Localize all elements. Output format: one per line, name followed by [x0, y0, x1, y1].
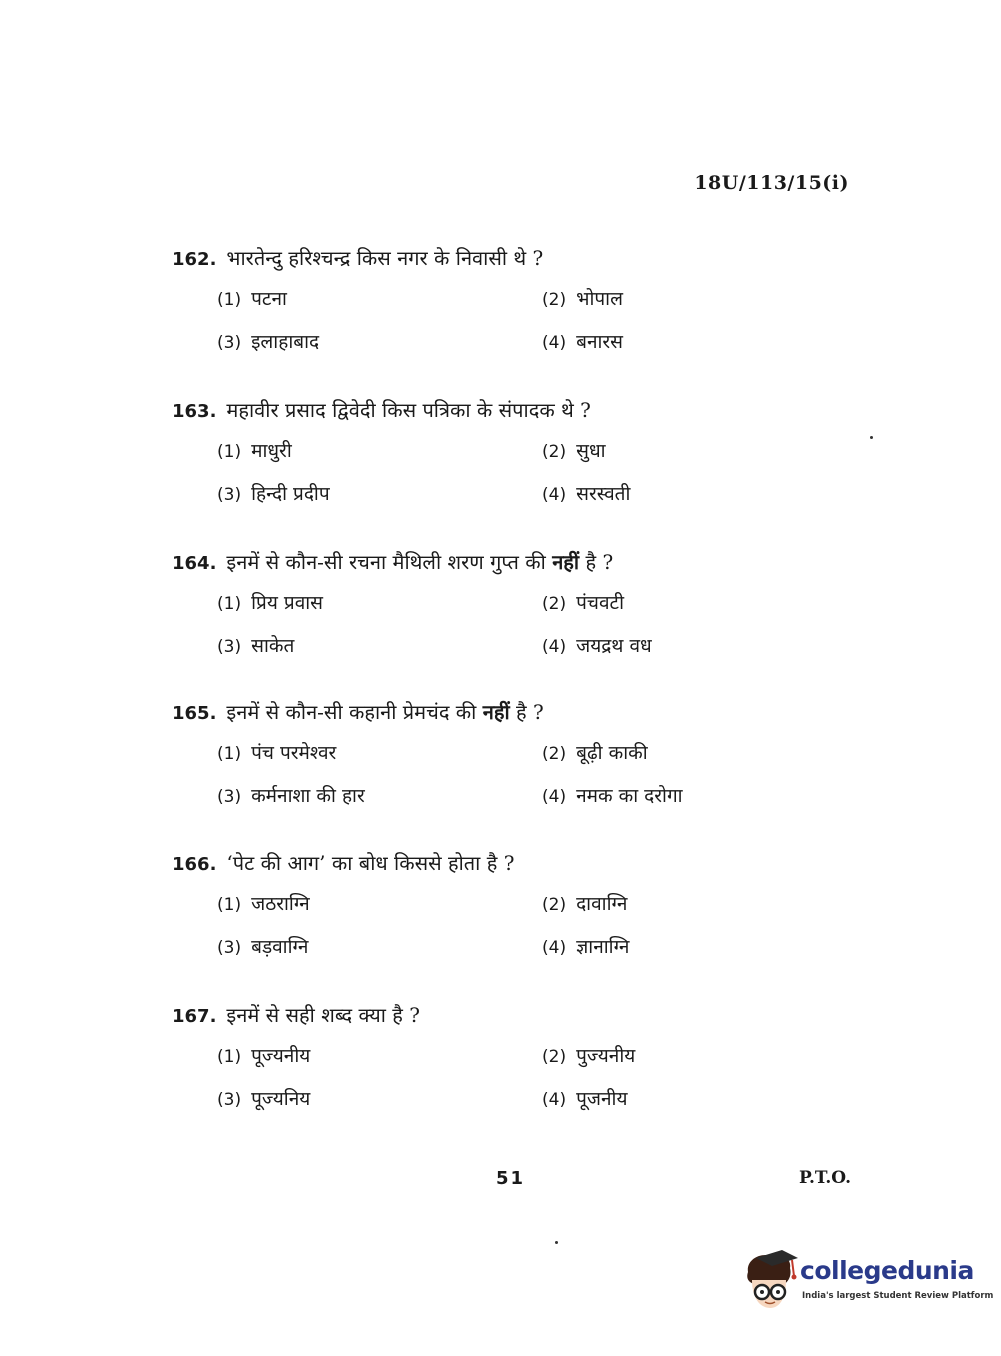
scan-speck: [870, 436, 873, 439]
option-1: [217, 1042, 542, 1071]
option-2: [542, 739, 792, 768]
question-stem: [172, 848, 792, 878]
option-text: ज्ञानाग्नि: [576, 936, 630, 958]
option-number: (3): [217, 1090, 242, 1110]
question-number: 167.: [172, 1006, 217, 1027]
option-text: पूज्यनीय: [251, 1045, 311, 1067]
question-text: ‘पेट की आग’ का बोध किससे होता है ?: [226, 851, 515, 875]
option-text: पटना: [251, 288, 287, 310]
option-1: [217, 285, 542, 314]
option-number: (2): [542, 594, 567, 614]
question-stem: [172, 1000, 792, 1030]
option-4: [542, 1085, 792, 1114]
question-text: इनमें से सही शब्द क्या है ?: [226, 1003, 420, 1027]
option-number: (2): [542, 895, 567, 915]
option-number: (1): [217, 290, 242, 310]
option-number: (4): [542, 787, 567, 807]
option-3: [217, 1085, 542, 1114]
question-number: 163.: [172, 401, 217, 422]
question-text: भारतेन्दु हरिश्चन्द्र किस नगर के निवासी थे ?: [226, 246, 544, 270]
option-text: सुधा: [576, 440, 606, 462]
option-text: नमक का दरोगा: [576, 785, 683, 807]
options: [217, 437, 792, 509]
option-number: (4): [542, 1090, 567, 1110]
question-167: [172, 1000, 792, 1114]
options: [217, 890, 792, 962]
option-text: इलाहाबाद: [251, 331, 320, 353]
option-3: [217, 933, 542, 962]
option-text: माधुरी: [251, 440, 292, 462]
option-number: (2): [542, 1047, 567, 1067]
question-text: महावीर प्रसाद द्विवेदी किस पत्रिका के संपादक थे ?: [226, 398, 591, 422]
option-number: (3): [217, 637, 242, 657]
option-4: [542, 632, 792, 661]
paper-code: 18U/113/15(i): [694, 172, 849, 194]
option-number: (1): [217, 744, 242, 764]
question-text-end: है ?: [515, 700, 544, 724]
option-number: (3): [217, 938, 242, 958]
question-166: [172, 848, 792, 962]
question-164: [172, 547, 792, 661]
option-3: [217, 328, 542, 357]
question-emphasis: नहीं: [552, 550, 580, 574]
question-162: [172, 243, 792, 357]
option-4: [542, 782, 792, 811]
question-number: 164.: [172, 553, 217, 574]
option-4: [542, 480, 792, 509]
question-text-end: है ?: [585, 550, 614, 574]
question-number: 162.: [172, 249, 217, 270]
options: [217, 589, 792, 661]
option-number: (1): [217, 895, 242, 915]
brand-name: collegedunia: [800, 1256, 974, 1285]
option-number: (4): [542, 637, 567, 657]
option-number: (1): [217, 1047, 242, 1067]
options: [217, 1042, 792, 1114]
option-number: (3): [217, 485, 242, 505]
option-text: पंच परमेश्वर: [251, 742, 337, 764]
option-1: [217, 437, 542, 466]
question-stem: [172, 547, 792, 577]
option-number: (2): [542, 442, 567, 462]
option-4: [542, 933, 792, 962]
option-number: (4): [542, 485, 567, 505]
option-text: साकेत: [251, 635, 295, 657]
option-number: (4): [542, 333, 567, 353]
please-turn-over: P.T.O.: [799, 1168, 851, 1188]
option-text: बड़वाग्नि: [251, 936, 309, 958]
option-3: [217, 782, 542, 811]
option-text: बूढ़ी काकी: [576, 742, 648, 764]
option-text: भोपाल: [576, 288, 623, 310]
option-text: जयद्रथ वध: [576, 635, 652, 657]
option-number: (4): [542, 938, 567, 958]
option-text: प्रिय प्रवास: [251, 592, 324, 614]
option-text: हिन्दी प्रदीप: [251, 483, 330, 505]
options: [217, 285, 792, 357]
option-2: [542, 285, 792, 314]
option-1: [217, 890, 542, 919]
option-number: (1): [217, 594, 242, 614]
option-3: [217, 480, 542, 509]
mascot-logo-icon: [742, 1250, 798, 1312]
option-3: [217, 632, 542, 661]
option-4: [542, 328, 792, 357]
question-163: [172, 395, 792, 509]
options: [217, 739, 792, 811]
option-2: [542, 589, 792, 618]
option-2: [542, 890, 792, 919]
question-stem: [172, 697, 792, 727]
option-number: (2): [542, 744, 567, 764]
option-text: पुज्यनीय: [576, 1045, 636, 1067]
question-number: 166.: [172, 854, 217, 875]
option-2: [542, 1042, 792, 1071]
option-1: [217, 589, 542, 618]
option-number: (2): [542, 290, 567, 310]
brand-tagline: India's largest Student Review Platform: [802, 1291, 994, 1301]
option-text: कर्मनाशा की हार: [251, 785, 365, 807]
question-text: इनमें से कौन-सी कहानी प्रेमचंद की: [226, 700, 477, 724]
question-165: [172, 697, 792, 811]
option-number: (1): [217, 442, 242, 462]
option-2: [542, 437, 792, 466]
option-text: पंचवटी: [576, 592, 625, 614]
question-text: इनमें से कौन-सी रचना मैथिली शरण गुप्त की: [226, 550, 546, 574]
option-text: सरस्वती: [576, 483, 631, 505]
option-text: पूजनीय: [576, 1088, 628, 1110]
option-text: दावाग्नि: [576, 893, 628, 915]
question-emphasis: नहीं: [482, 700, 510, 724]
option-text: पूज्यनिय: [251, 1088, 311, 1110]
option-1: [217, 739, 542, 768]
option-text: बनारस: [576, 331, 624, 353]
question-stem: [172, 395, 792, 425]
scan-speck: [555, 1241, 558, 1244]
option-text: जठराग्नि: [251, 893, 310, 915]
option-number: (3): [217, 787, 242, 807]
question-stem: [172, 243, 792, 273]
page-number: 51: [496, 1168, 526, 1189]
option-number: (3): [217, 333, 242, 353]
collegedunia-watermark: [742, 1250, 994, 1312]
question-number: 165.: [172, 703, 217, 724]
